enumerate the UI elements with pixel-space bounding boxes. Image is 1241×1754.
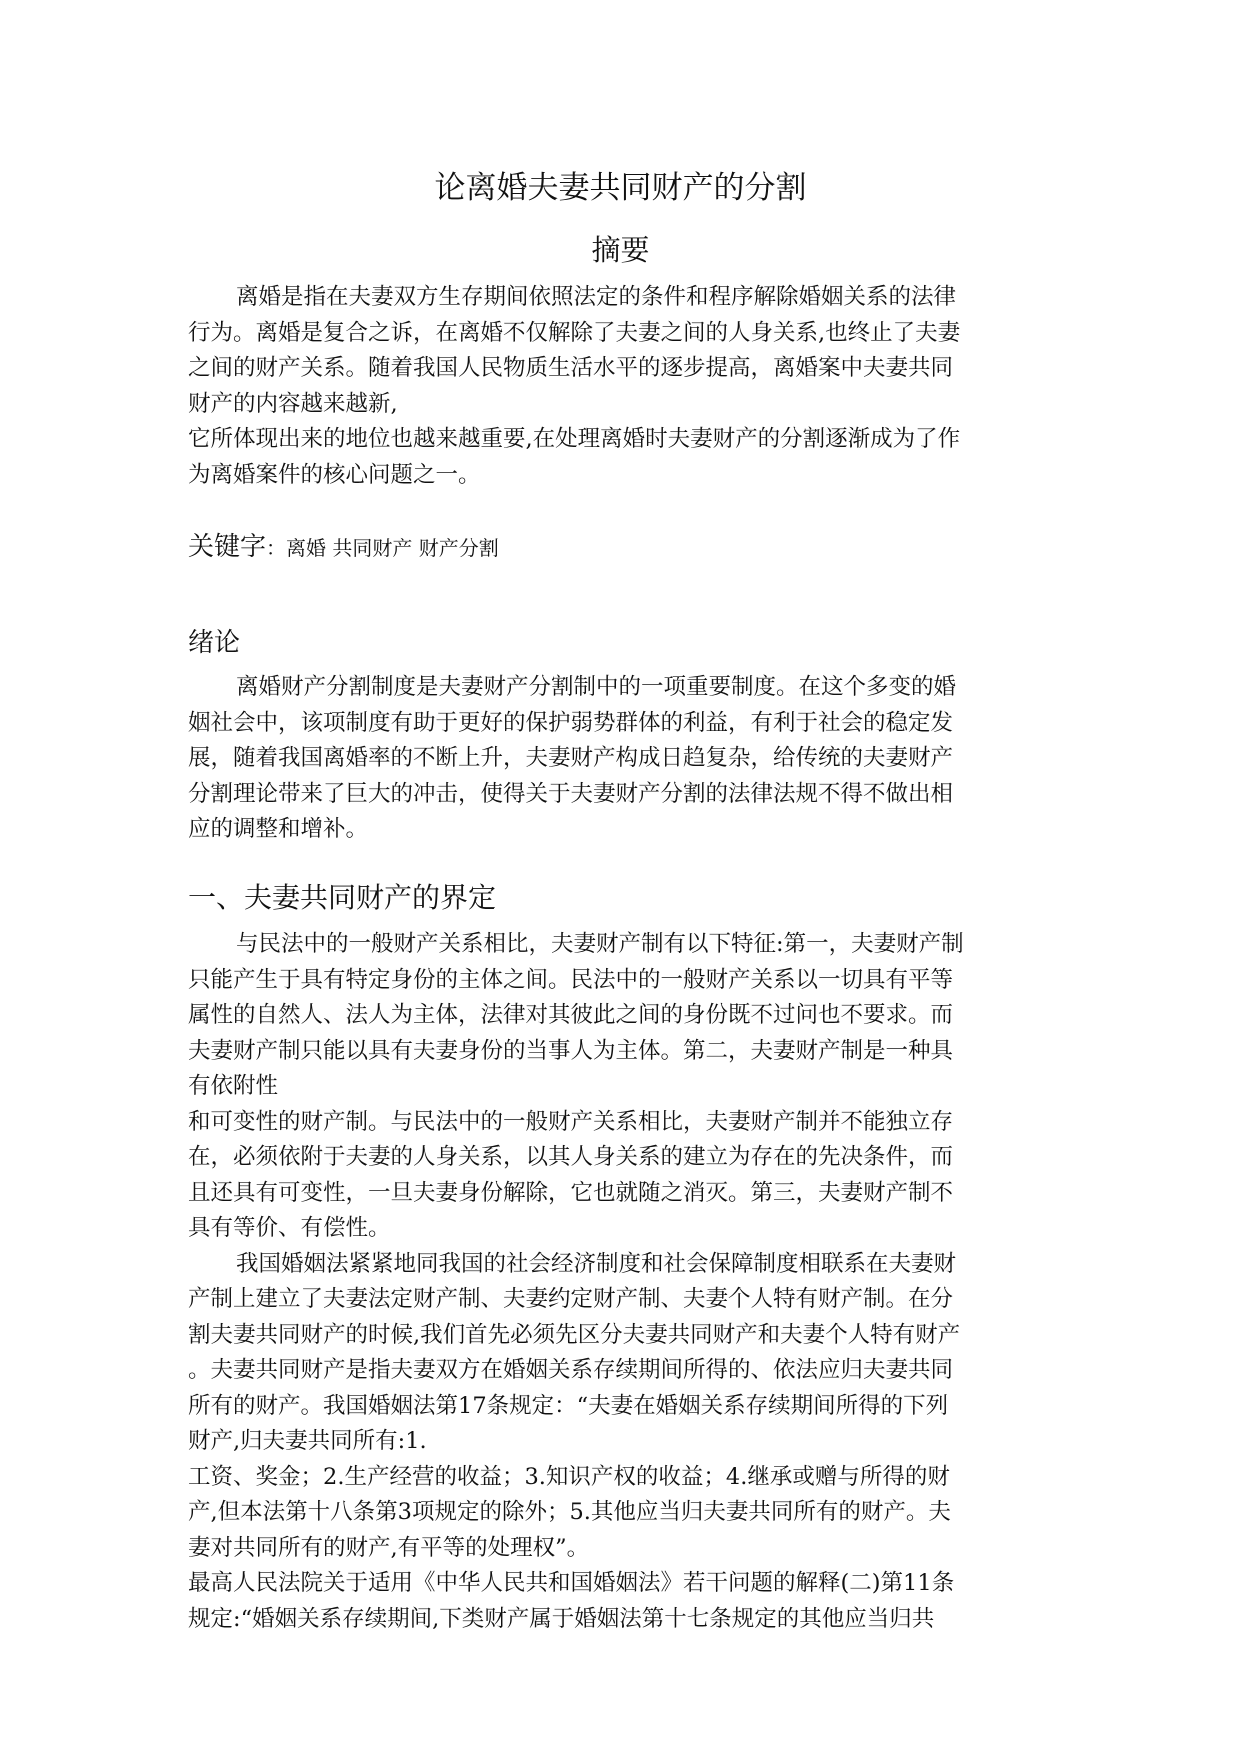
section-line: 有依附性 xyxy=(188,1073,279,1099)
intro-line: 分割理论带来了巨大的冲击，使得关于夫妻财产分割的法律法规不得不做出相 xyxy=(188,780,954,807)
section-line: 与民法中的一般财产关系相比，夫妻财产制有以下特征:第一，夫妻财产制 xyxy=(236,931,964,957)
section-line: 妻对共同所有的财产,有平等的处理权”。 xyxy=(188,1534,590,1561)
section-line: 所有的财产。我国婚姻法第17条规定：“夫妻在婚姻关系存续期间所得的下列 xyxy=(188,1392,949,1419)
section-line: 。夫妻共同财产是指夫妻双方在婚姻关系存续期间所得的、依法应归夫妻共同 xyxy=(188,1357,954,1383)
abstract-line: 财产的内容越来越新, xyxy=(188,390,398,417)
section-line: 具有等价、有偿性。 xyxy=(188,1215,391,1241)
section-line: 工资、奖金；2.生产经营的收益；3.知识产权的收益；4.继承或赠与所得的财 xyxy=(188,1463,950,1490)
intro-line: 姻社会中，该项制度有助于更好的保护弱势群体的利益，有利于社会的稳定发 xyxy=(188,709,954,736)
abstract-line: 它所体现出来的地位也越来越重要,在处理离婚时夫妻财产的分割逐渐成为了作 xyxy=(188,426,961,452)
section-line: 夫妻财产制只能以具有夫妻身份的当事人为主体。第二，夫妻财产制是一种具 xyxy=(188,1037,954,1064)
section-line: 财产,归夫妻共同所有:1. xyxy=(188,1428,427,1454)
section-line: 规定:“婚姻关系存续期间,下类财产属于婚姻法第十七条规定的其他应当归共 xyxy=(188,1605,935,1632)
abstract-line: 行为。离婚是复合之诉，在离婚不仅解除了夫妻之间的人身关系,也终止了夫妻 xyxy=(188,319,961,346)
section-line: 我国婚姻法紧紧地同我国的社会经济制度和社会保障制度相联系在夫妻财 xyxy=(236,1250,957,1277)
abstract-body xyxy=(188,280,1058,493)
section-1-heading: 一、夫妻共同财产的界定 xyxy=(188,881,497,914)
section-line: 属性的自然人、法人为主体，法律对其彼此之间的身份既不过问也不要求。而 xyxy=(188,1002,954,1028)
intro-body xyxy=(188,670,1058,848)
intro-line: 应的调整和增补。 xyxy=(188,816,369,842)
section-line: 且还具有可变性，一旦夫妻身份解除，它也就随之消灭。第三，夫妻财产制不 xyxy=(188,1179,954,1206)
document-title: 论离婚夫妻共同财产的分割 xyxy=(434,170,807,206)
section-line: 只能产生于具有特定身份的主体之间。民法中的一般财产关系以一切具有平等 xyxy=(188,966,954,993)
intro-line: 离婚财产分割制度是夫妻财产分割制中的一项重要制度。在这个多变的婚 xyxy=(236,674,957,700)
intro-line: 展，随着我国离婚率的不断上升，夫妻财产构成日趋复杂，给传统的夫妻财产 xyxy=(188,745,954,771)
keywords-text: ：离婚 共同财产 财产分割 xyxy=(266,536,499,560)
intro-heading: 绪论 xyxy=(188,628,241,658)
section-line: 最高人民法院关于适用《中华人民共和国婚姻法》若干问题的解释(二)第11条 xyxy=(188,1570,955,1596)
section-line: 割夫妻共同财产的时候,我们首先必须先区分夫妻共同财产和夫妻个人特有财产 xyxy=(188,1321,961,1348)
keywords xyxy=(188,526,499,563)
keywords-label: 关键字 xyxy=(188,532,267,562)
abstract-line: 离婚是指在夫妻双方生存期间依照法定的条件和程序解除婚姻关系的法律 xyxy=(236,284,957,310)
abstract-line: 为离婚案件的核心问题之一。 xyxy=(188,461,481,488)
abstract-line: 之间的财产关系。随着我国人民物质生活水平的逐步提高，离婚案中夫妻共同 xyxy=(188,355,954,381)
section-line: 产制上建立了夫妻法定财产制、夫妻约定财产制、夫妻个人特有财产制。在分 xyxy=(188,1286,954,1312)
section-line: 和可变性的财产制。与民法中的一般财产关系相比，夫妻财产制并不能独立存 xyxy=(188,1108,954,1135)
section-1-body xyxy=(188,927,1058,1637)
abstract-heading: 摘要 xyxy=(591,233,650,267)
section-line: 在，必须依附于夫妻的人身关系，以其人身关系的建立为存在的先决条件，而 xyxy=(188,1144,954,1170)
section-line: 产,但本法第十八条第3项规定的除外；5.其他应当归夫妻共同所有的财产。夫 xyxy=(188,1499,951,1525)
